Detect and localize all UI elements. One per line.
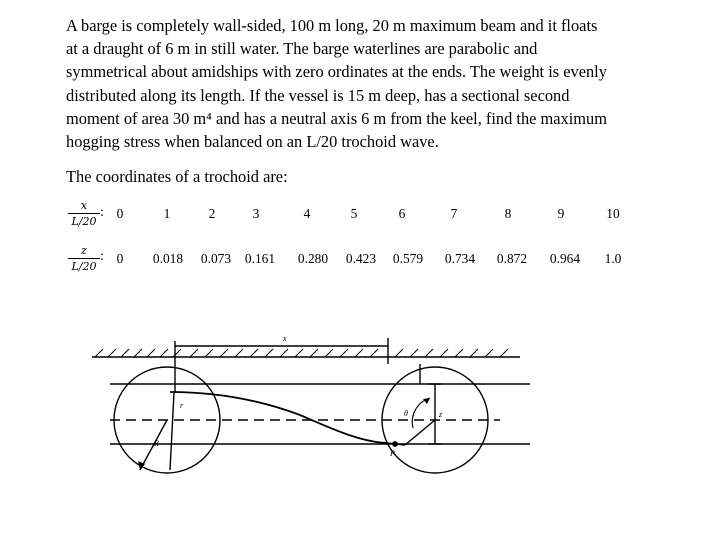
x-value: 9 [557, 206, 565, 221]
z-value: 0.579 [392, 251, 424, 266]
point-P-marker [393, 442, 397, 446]
z-value: 0.018 [152, 251, 184, 266]
P-label: P [390, 449, 395, 458]
problem-line: distributed along its length. If the vessel is 15 m deep, has a sectional second [66, 85, 570, 105]
z-label: z [439, 410, 443, 419]
z-value: 0.734 [444, 251, 476, 266]
z-value: 0.423 [345, 251, 377, 266]
x-ratio-denominator: L/20 [71, 215, 97, 228]
x-value: 4 [303, 206, 311, 221]
z-value: 1.0 [604, 251, 622, 266]
theta-label: θ [404, 409, 408, 418]
z-value: 0.872 [496, 251, 528, 266]
z-row-colon: : [100, 249, 104, 264]
problem-line: moment of area 30 m⁴ and has a neutral axis 6 m from the keel, find the maximum [66, 108, 607, 128]
z-value: 0.161 [244, 251, 276, 266]
surface-hatching [95, 349, 508, 357]
radius-r-line [405, 420, 435, 445]
z-value: 0 [116, 251, 124, 266]
x-value: 3 [252, 206, 260, 221]
problem-line: symmetrical about amidships with zero ordinates at the ends. The weight is evenly [66, 62, 607, 82]
R-label: R [154, 439, 159, 448]
problem-line: at a draught of 6 m in still water. The barge waterlines are parabolic and [66, 39, 538, 59]
x-value: 5 [350, 206, 358, 221]
z-value: 0.964 [549, 251, 581, 266]
z-ratio-denominator: L/20 [71, 260, 97, 273]
x-value: 0 [116, 206, 124, 221]
problem-line: A barge is completely wall-sided, 100 m long, 20 m maximum beam and it floats [66, 16, 598, 35]
coordinates-intro: The coordinates of a trochoid are: [66, 167, 288, 186]
x-label: x [283, 334, 287, 343]
x-value: 10 [606, 206, 620, 221]
z-value: 0.280 [297, 251, 329, 266]
x-row-colon: : [100, 205, 104, 220]
z-ratio-numerator: z [81, 244, 87, 257]
problem-line: hogging stress when balanced on an L/20 trochoid wave. [66, 132, 439, 152]
x-value: 2 [208, 206, 216, 221]
r-label: r [180, 401, 184, 410]
x-ratio-numerator: x [80, 199, 88, 212]
z-value: 0.073 [200, 251, 232, 266]
left-vertical-line [170, 393, 174, 470]
trochoid-profile-curve [170, 392, 387, 443]
x-value: 7 [450, 206, 458, 221]
x-value: 6 [398, 206, 406, 221]
x-value: 1 [163, 206, 171, 221]
x-value: 8 [504, 206, 512, 221]
